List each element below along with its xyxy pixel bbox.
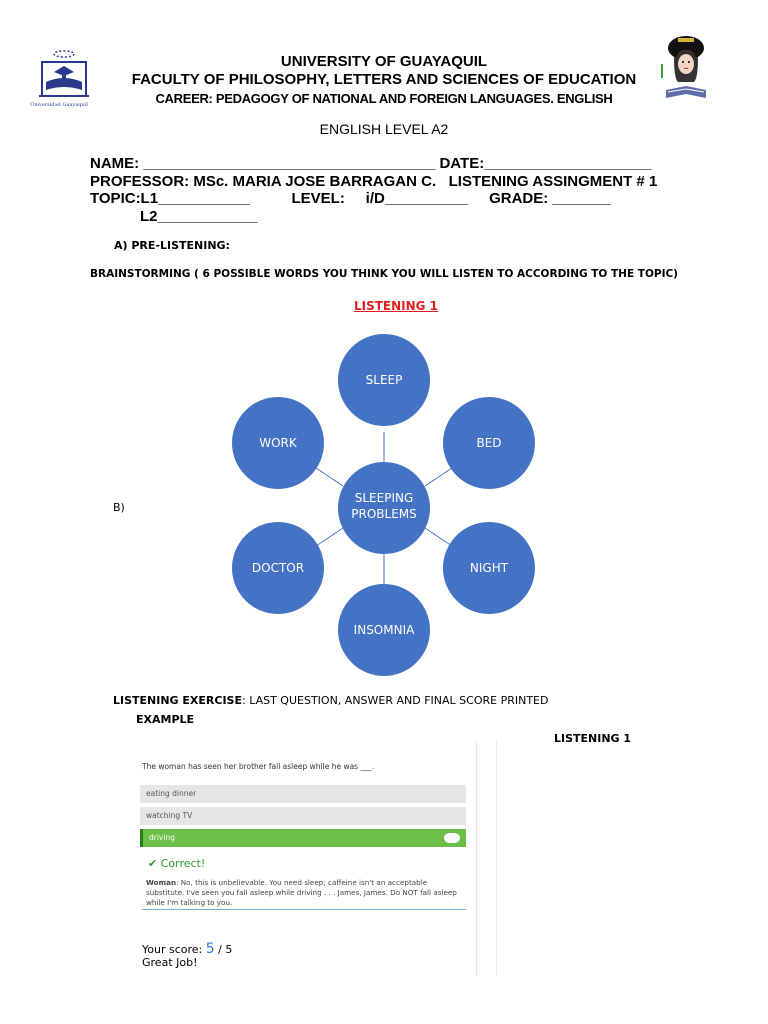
brainstorming-instructions: BRAINSTORMING ( 6 POSSIBLE WORDS YOU THINK YOU WILL LISTEN TO ACCORDING TO THE TOPIC) [90,268,678,280]
professor-line: PROFESSOR: MSc. MARIA JOSE BARRAGAN C. LISTENING ASSINGMENT # 1 [90,173,658,190]
listening-1-link[interactable]: LISTENING 1 [353,299,439,313]
brainstorm-diagram [220,328,550,688]
checkmark-icon: ✔ [148,857,158,870]
exercise-description: : LAST QUESTION, ANSWER AND FINAL SCORE PRINTED [242,694,549,707]
svg-text:BED: BED [476,436,502,450]
center-label-2: PROBLEMS [351,507,417,521]
node-night [443,522,535,614]
screenshot-divider [476,740,477,976]
quiz-option-eating-dinner[interactable]: eating dinner [140,785,466,803]
logo-caption: Universidad Guayaquil [30,102,88,108]
correct-label: Correct! [160,857,206,870]
section-b-label: B) [113,501,125,514]
check-icon [444,833,460,843]
faculty-title: FACULTY OF PHILOSOPHY, LETTERS AND SCIENCES OF EDUCATION [131,71,637,88]
great-job-label: Great Job! [142,956,198,969]
example-label: EXAMPLE [136,713,195,726]
feedback-text [146,878,466,908]
screenshot-divider-2 [496,740,497,976]
name-date-line: NAME: ___________________________________ DATE:____________________ [90,155,652,172]
node-work [232,397,324,489]
score-block [142,943,232,969]
node-doctor [232,522,324,614]
node-insomnia [338,584,430,676]
exercise-label: LISTENING EXERCISE [113,694,242,707]
feedback-speaker: Woman [146,878,177,887]
quiz-option-driving[interactable] [140,829,466,847]
career-title: CAREER: PEDAGOGY OF NATIONAL AND FOREIGN LANGUAGES. ENGLISH [155,91,613,106]
center-label-1: SLEEPING [354,491,414,505]
quiz-screenshot [138,740,476,976]
quiz-option-watching-tv[interactable]: watching TV [140,807,466,825]
svg-text:INSOMNIA: INSOMNIA [353,623,415,637]
node-bed [443,397,535,489]
side-listening-label: LISTENING 1 [554,732,632,745]
svg-text:NIGHT: NIGHT [469,561,509,575]
svg-text:SLEEP: SLEEP [365,373,403,387]
quiz-question: The woman has seen her brother fall asleep while he was ___. [142,762,375,771]
quiz-option-driving-label: driving [149,833,175,842]
score-total: / 5 [214,943,233,956]
l2-line: L2____________ [140,208,258,225]
feedback-divider [142,909,466,910]
svg-text:DOCTOR: DOCTOR [251,561,305,575]
center-node [338,462,430,554]
level-title: ENGLISH LEVEL A2 [319,121,449,137]
svg-text:WORK: WORK [259,436,297,450]
topic-line: TOPIC:L1___________ LEVEL: i/D__________ GRADE: _______ [90,190,611,207]
correct-feedback [148,857,205,870]
score-value: 5 [205,941,215,957]
feedback-body: : No, this is unbelievable. You need sleep; caffeine isn't an acceptable substitute. I've seen you fall asleep while driving . . . James, James. Do NOT fall asleep while I'm talking to you. [146,878,457,907]
listening-exercise-instruction [113,694,548,707]
score-label: Your score: [142,943,206,956]
university-title: UNIVERSITY OF GUAYAQUIL [280,53,488,70]
node-sleep [338,334,430,426]
pre-listening-heading: A) PRE-LISTENING: [114,239,230,252]
